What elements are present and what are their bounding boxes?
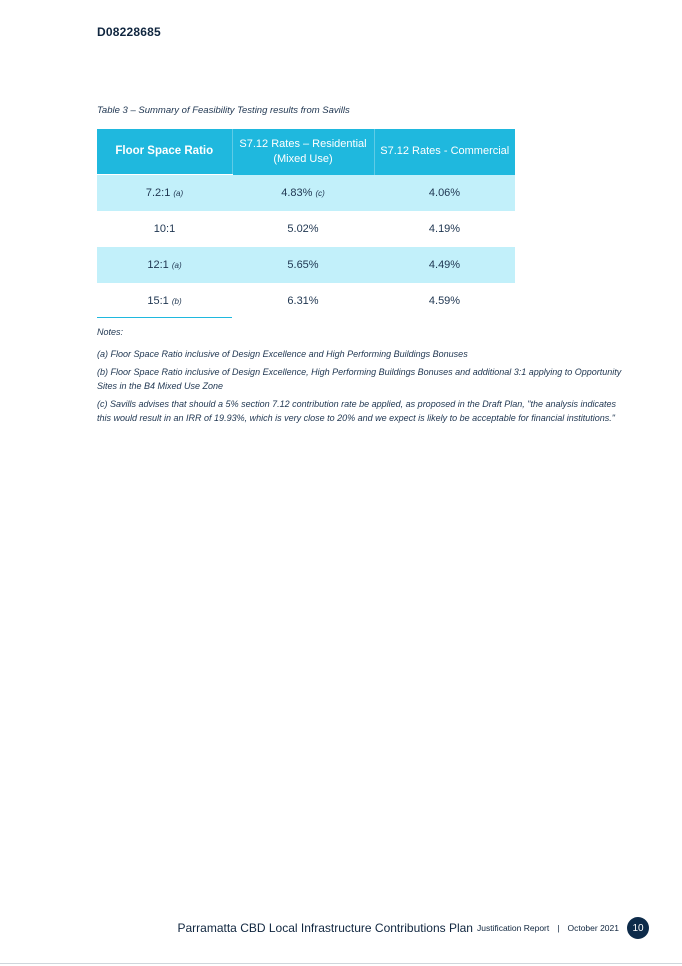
- commercial-cell: 4.49%: [374, 247, 515, 283]
- header-residential-rates: S7.12 Rates – Residential (Mixed Use): [232, 129, 374, 175]
- page-bottom-divider: [0, 963, 682, 964]
- table-row: [97, 283, 515, 319]
- residential-note-ref: (c): [315, 188, 325, 198]
- note-b: (b) Floor Space Ratio inclusive of Design Excellence, High Performing Buildings Bonuses and additional 3:1 applying to Opportunity Sites in the B4 Mixed Use Zone: [97, 367, 622, 391]
- residential-value: 5.65%: [287, 259, 319, 271]
- ratio-cell: [97, 247, 232, 283]
- commercial-cell: 4.59%: [428, 295, 461, 307]
- residential-value: 6.31%: [287, 295, 319, 307]
- ratio-value: 15:1: [147, 295, 169, 307]
- commercial-cell: 4.19%: [428, 223, 461, 235]
- table-footer-rule: [97, 317, 232, 318]
- note-c: (c) Savills advises that should a 5% section 7.12 contribution rate be applied, as proposed in the Draft Plan, "the analysis indicates this would result in an IRR of 19.93%, which is very close to 20% and we expect is likely to be acceptable for financial institutions.": [97, 399, 616, 423]
- commercial-cell: 4.06%: [374, 175, 515, 212]
- ratio-cell: [97, 175, 232, 212]
- header-floor-space-ratio: Floor Space Ratio: [97, 129, 232, 175]
- residential-value: 5.02%: [287, 223, 319, 235]
- ratio-cell: [97, 283, 232, 319]
- notes-heading: Notes:: [97, 327, 124, 337]
- residential-value: 4.83%: [281, 186, 313, 199]
- page-number-badge: 10: [627, 917, 649, 939]
- footer-report-type: Justification Report: [476, 923, 550, 933]
- page-footer: [178, 917, 650, 939]
- ratio-note-ref: (b): [171, 297, 182, 306]
- table-row: [97, 175, 515, 212]
- table-caption: Table 3 – Summary of Feasibility Testing results from Savills: [97, 105, 350, 116]
- note-a: (a) Floor Space Ratio inclusive of Design Excellence and High Performing Buildings Bonuses: [97, 348, 468, 359]
- ratio-value: 12:1: [147, 259, 169, 271]
- ratio-note-ref: (a): [171, 261, 182, 270]
- table-notes: [97, 326, 622, 430]
- residential-cell: [232, 283, 374, 319]
- ratio-note-ref: (a): [173, 189, 184, 198]
- table-row: [97, 211, 515, 247]
- table-row: [97, 247, 515, 283]
- header-commercial-rates: S7.12 Rates - Commercial: [374, 129, 515, 175]
- ratio-value: 7.2:1: [145, 187, 171, 199]
- document-id: D08228685: [97, 25, 161, 39]
- residential-cell: [232, 211, 374, 247]
- feasibility-table: [97, 129, 515, 319]
- footer-separator: |: [557, 923, 560, 933]
- table-header-row: [97, 129, 515, 175]
- residential-cell: [232, 175, 374, 212]
- residential-cell: [232, 247, 374, 283]
- footer-date: October 2021: [567, 923, 619, 933]
- ratio-cell: [97, 211, 232, 247]
- ratio-value: 10:1: [153, 223, 176, 235]
- footer-plan-title: Parramatta CBD Local Infrastructure Contributions Plan: [177, 921, 473, 935]
